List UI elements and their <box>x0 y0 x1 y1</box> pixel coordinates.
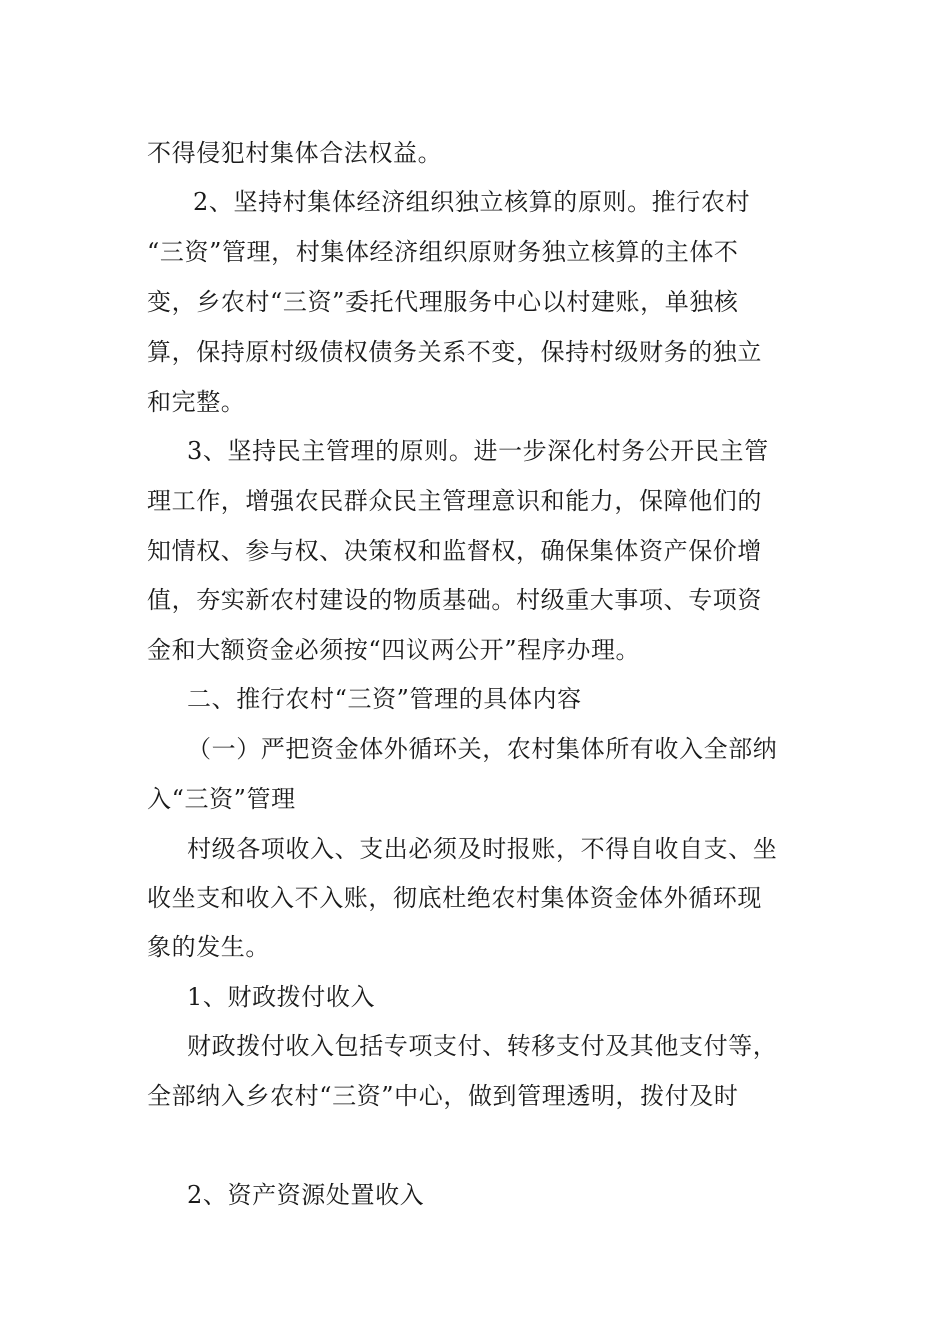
text-line: 理工作，增强农民群众民主管理意识和能力，保障他们的 <box>147 487 762 515</box>
subheading: 1、财政拨付收入 <box>187 983 376 1011</box>
text-line: 3、坚持民主管理的原则。进一步深化村务公开民主管 <box>187 437 769 465</box>
text-line: “三资”管理，村集体经济组织原财务独立核算的主体不 <box>147 238 739 266</box>
text-line: 象的发生。 <box>147 933 270 961</box>
text-line: 收坐支和收入不入账，彻底杜绝农村集体资金体外循环现 <box>147 884 762 912</box>
text-line: 金和大额资金必须按“四议两公开”程序办理。 <box>147 636 641 664</box>
text-line: 入“三资”管理 <box>147 785 296 813</box>
text-line: 财政拨付收入包括专项支付、转移支付及其他支付等， <box>187 1032 778 1060</box>
text-line: 和完整。 <box>147 388 246 416</box>
text-line: （一）严把资金体外循环关，农村集体所有收入全部纳 <box>187 735 778 763</box>
text-line: 知情权、参与权、决策权和监督权，确保集体资产保价增 <box>147 537 762 565</box>
text-line: 全部纳入乡农村“三资”中心，做到管理透明，拨付及时 <box>147 1082 739 1110</box>
text-line: 2、坚持村集体经济组织独立核算的原则。推行农村 <box>193 188 751 216</box>
text-line: 值，夯实新农村建设的物质基础。村级重大事项、专项资 <box>147 586 762 614</box>
text-line: 不得侵犯村集体合法权益。 <box>147 139 443 167</box>
subheading: 2、资产资源处置收入 <box>187 1181 425 1209</box>
text-line: 算，保持原村级债权债务关系不变，保持村级财务的独立 <box>147 338 762 366</box>
section-heading: 二、推行农村“三资”管理的具体内容 <box>187 685 582 713</box>
text-line: 变，乡农村“三资”委托代理服务中心以村建账，单独核 <box>147 288 739 316</box>
text-line: 村级各项收入、支出必须及时报账，不得自收自支、坐 <box>187 835 778 863</box>
